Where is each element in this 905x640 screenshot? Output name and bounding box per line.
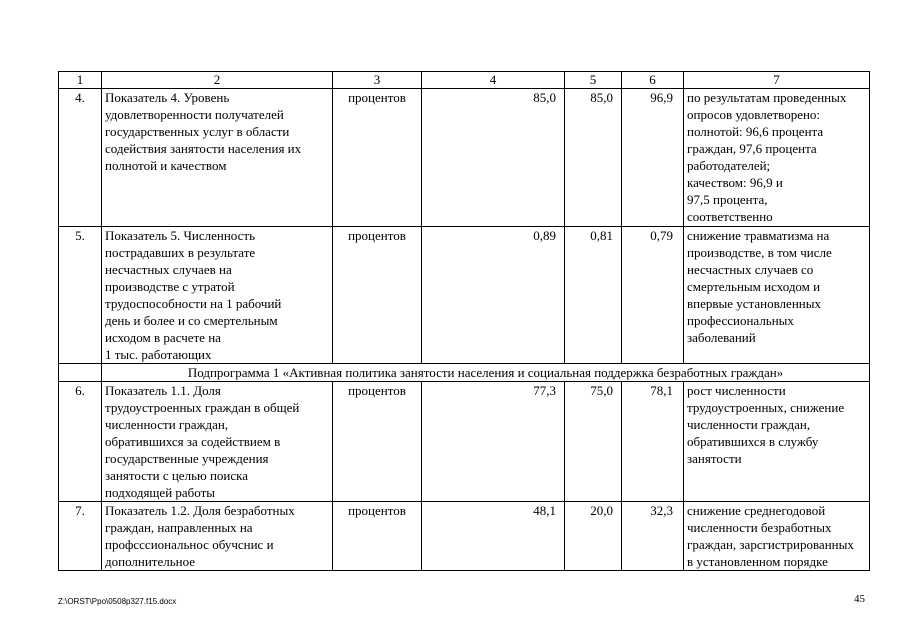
value-col-6: 0,79 — [622, 227, 684, 364]
unit-cell: процентов — [333, 89, 422, 227]
value-col-6: 32,3 — [622, 502, 684, 571]
indicator-name: Показатель 1.2. Доля безработных граждан, направленных на профсссиональнос обучснис и дополнительное — [102, 502, 333, 571]
subprogram-title: Подпрограмма 1 «Активная политика занятости населения и социальная поддержка безработных граждан» — [102, 364, 870, 382]
note-cell: снижение среднегодовой численности безработных граждан, зарсгистрированных в установленном порядке — [684, 502, 870, 571]
value-col-6: 96,9 — [622, 89, 684, 227]
indicator-name: Показатель 4. Уровень удовлетворенности получателей государственных услуг в области содействия занятости населения их полнотой и качеством — [102, 89, 333, 227]
header-cell-4: 4 — [422, 72, 565, 89]
indicators-table — [58, 71, 870, 571]
file-path: Z:\ORST\Ppo\0508p327.f15.docx — [58, 597, 177, 606]
value-col-4: 85,0 — [422, 89, 565, 227]
header-cell-7: 7 — [684, 72, 870, 89]
subprogram-empty-cell — [59, 364, 102, 382]
indicator-name: Показатель 5. Численность пострадавших в результате несчастных случаев на производстве с утратой трудоспособности на 1 рабочий день и более и со смертельным исходом в расчете на 1 тыс. работающих — [102, 227, 333, 364]
row-number: 5. — [59, 227, 102, 364]
indicator-name: Показатель 1.1. Доля трудоустроенных граждан в общей численности граждан, обратившихся за содействием в государственные учреждения занятости с целью поиска подходящей работы — [102, 382, 333, 502]
table-row — [59, 502, 870, 571]
value-col-5: 85,0 — [565, 89, 622, 227]
row-number: 6. — [59, 382, 102, 502]
unit-cell: процентов — [333, 382, 422, 502]
header-cell-1: 1 — [59, 72, 102, 89]
header-cell-3: 3 — [333, 72, 422, 89]
subprogram-row — [59, 364, 870, 382]
row-number: 4. — [59, 89, 102, 227]
row-number: 7. — [59, 502, 102, 571]
value-col-6: 78,1 — [622, 382, 684, 502]
header-cell-6: 6 — [622, 72, 684, 89]
unit-cell: процентов — [333, 227, 422, 364]
table-row — [59, 89, 870, 227]
value-col-4: 77,3 — [422, 382, 565, 502]
header-row — [59, 72, 870, 89]
value-col-4: 0,89 — [422, 227, 565, 364]
table-row — [59, 227, 870, 364]
header-cell-2: 2 — [102, 72, 333, 89]
page-number: 45 — [854, 593, 865, 605]
header-cell-5: 5 — [565, 72, 622, 89]
value-col-4: 48,1 — [422, 502, 565, 571]
note-cell: снижение травматизма на производстве, в том числе несчастных случаев со смертельным исходом и впервые установленных профессиональных заболеваний — [684, 227, 870, 364]
value-col-5: 75,0 — [565, 382, 622, 502]
note-cell: по результатам проведенных опросов удовлетворено: полнотой: 96,6 процента граждан, 97,6 процента работодателей; качеством: 96,9 и 97,5 процента, соответственно — [684, 89, 870, 227]
value-col-5: 0,81 — [565, 227, 622, 364]
note-cell: рост численности трудоустроенных, снижение численности граждан, обратившихся в службу занятости — [684, 382, 870, 502]
value-col-5: 20,0 — [565, 502, 622, 571]
table-row — [59, 382, 870, 502]
unit-cell: процентов — [333, 502, 422, 571]
